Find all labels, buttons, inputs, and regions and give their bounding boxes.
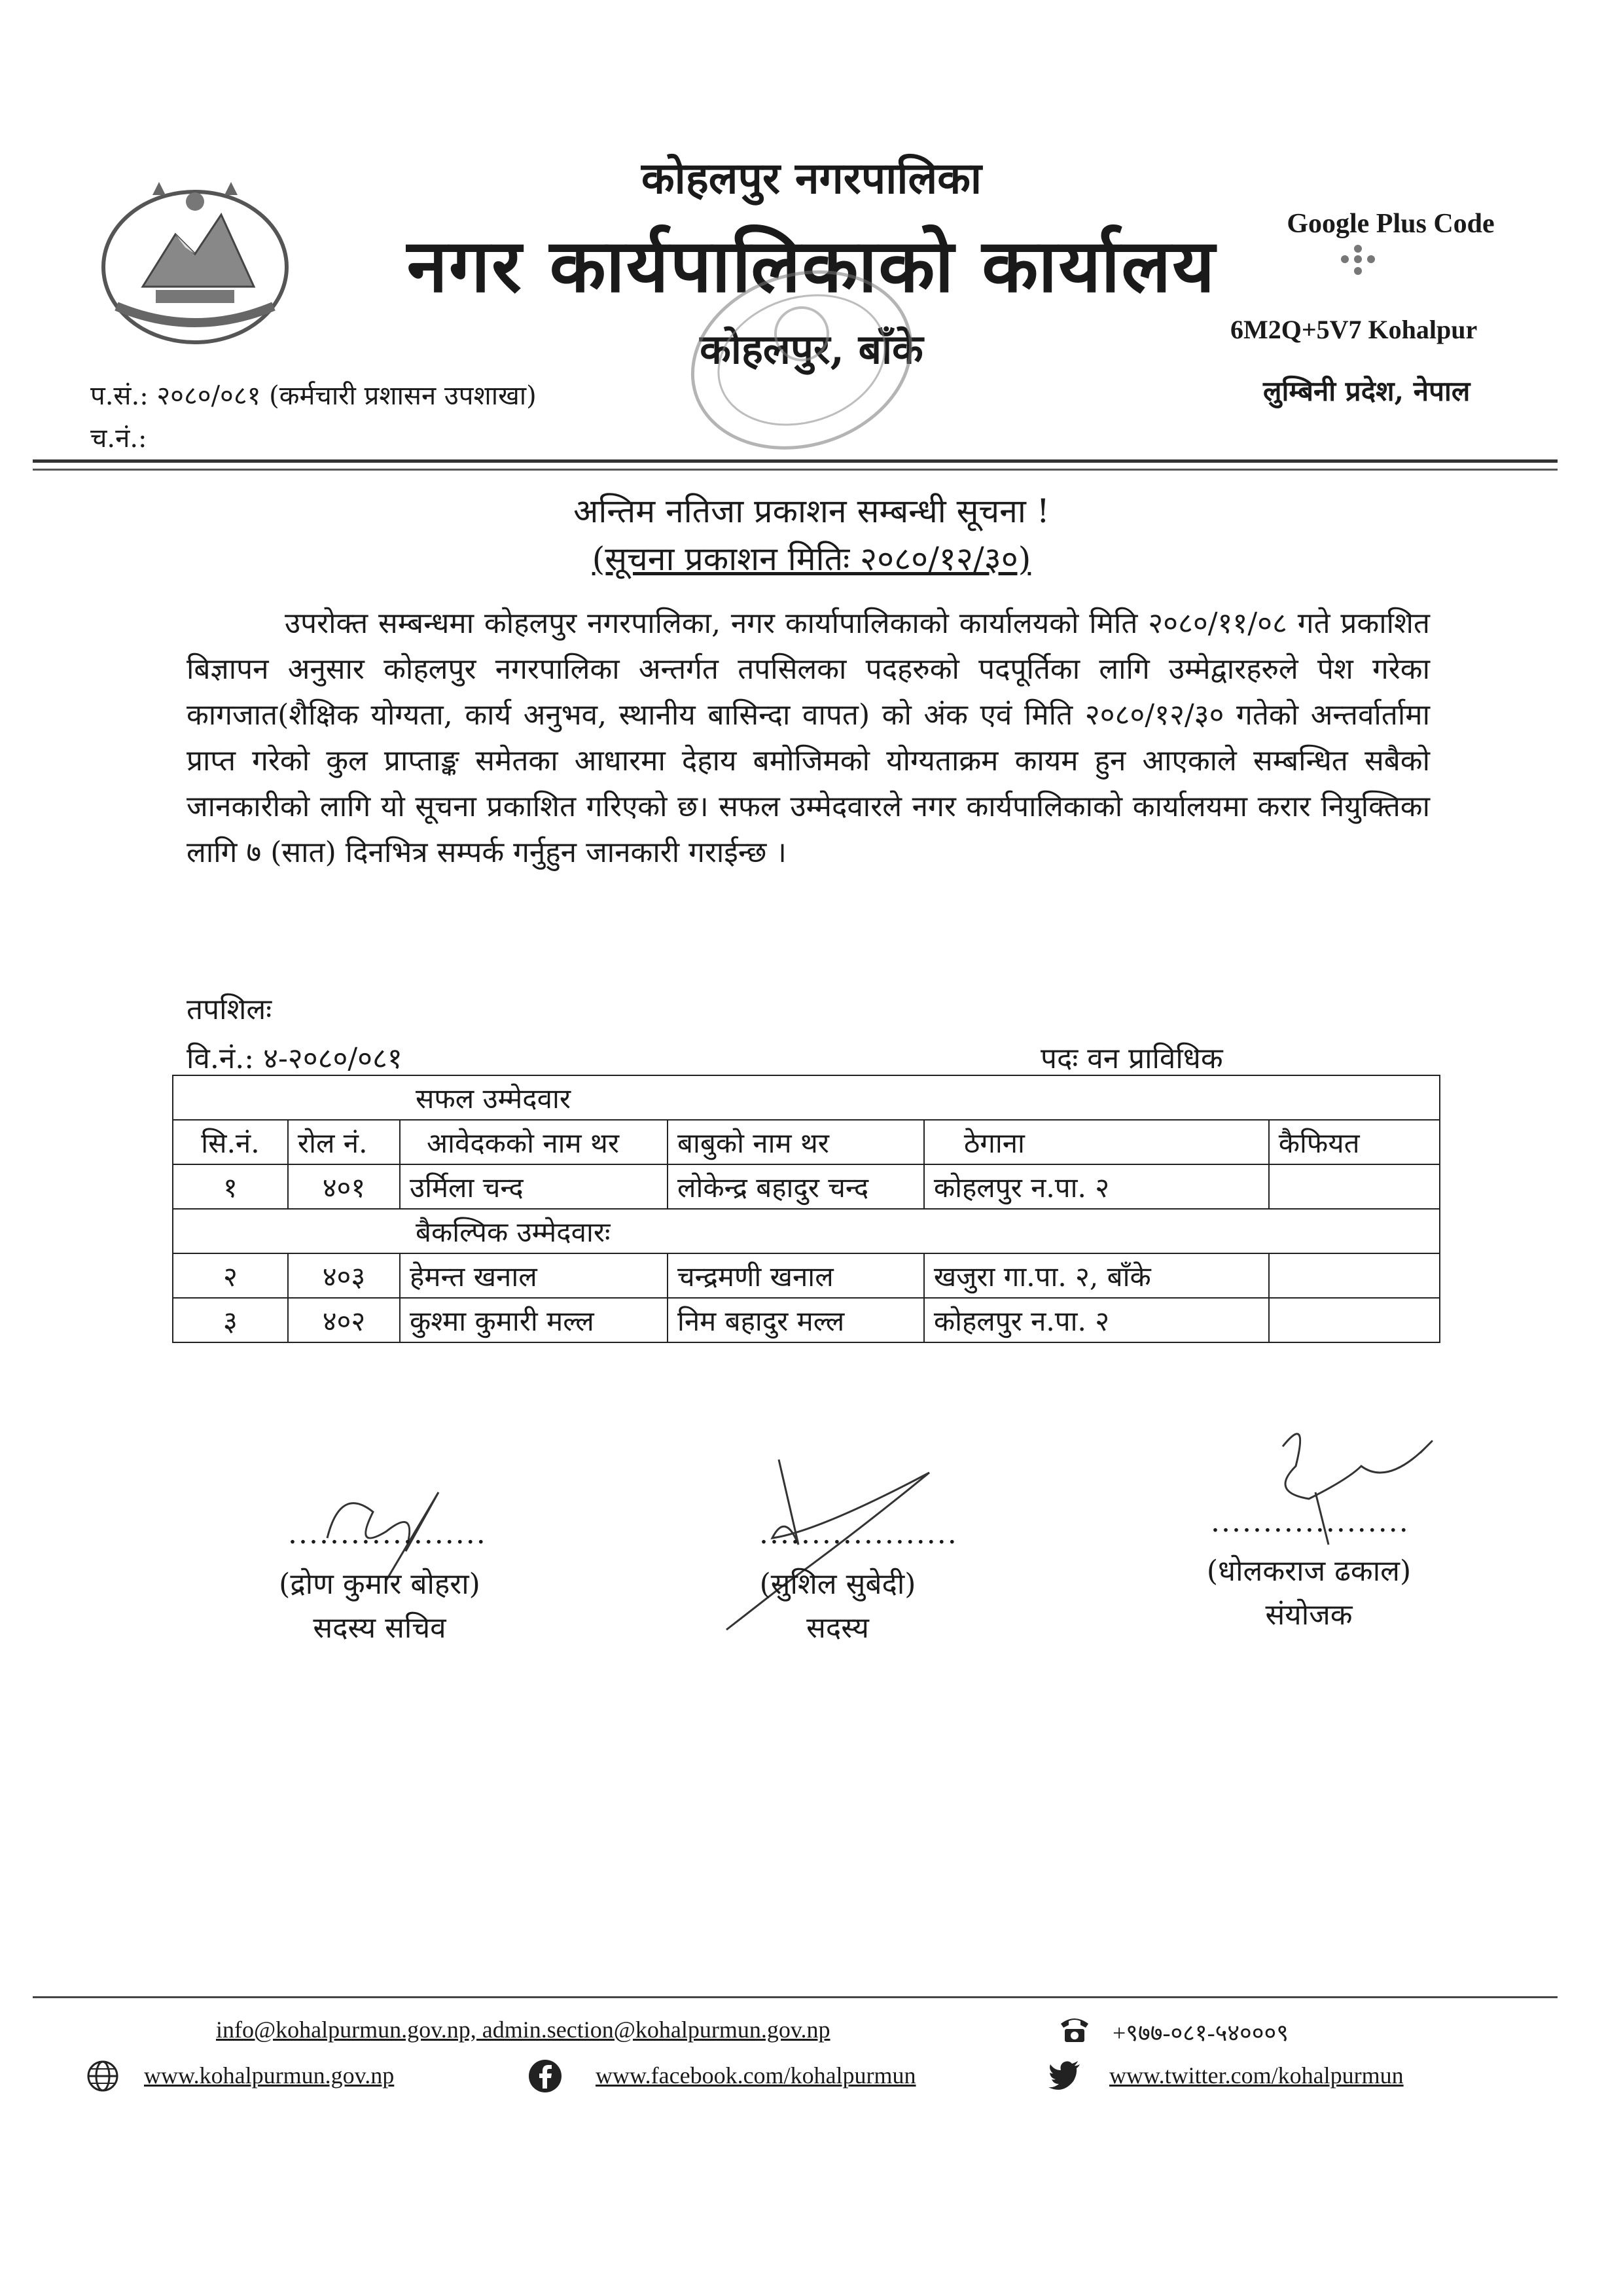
phone-icon xyxy=(1057,2011,1092,2046)
cell-remarks xyxy=(1269,1298,1440,1342)
notice-title: अन्तिम नतिजा प्रकाशन सम्बन्धी सूचना ! xyxy=(573,492,1050,530)
cell-remarks xyxy=(1269,1164,1440,1209)
signature-line: ................... xyxy=(759,1517,958,1551)
google-plus-code-label: Google Plus Code xyxy=(1287,209,1495,239)
cell-address: खजुरा गा.पा. २, बाँके xyxy=(924,1253,1269,1298)
cell-sn: १ xyxy=(173,1164,288,1209)
twitter-icon xyxy=(1047,2056,1082,2092)
signatory-title: सदस्य xyxy=(806,1611,869,1645)
globe-icon xyxy=(85,2058,120,2094)
cell-address: कोहलपुर न.पा. २ xyxy=(924,1164,1269,1209)
cell-remarks xyxy=(1269,1253,1440,1298)
cell-sn: ३ xyxy=(173,1298,288,1342)
signatory-name: (द्रोण कुमार बोहरा) xyxy=(279,1568,480,1601)
table-section-row xyxy=(173,1075,1440,1120)
cell-roll: ४०३ xyxy=(288,1253,400,1298)
post-name: पदः वन प्राविधिक xyxy=(1041,1042,1223,1075)
column-header: बाबुको नाम थर xyxy=(668,1120,924,1164)
table-row xyxy=(173,1164,1440,1209)
signatory-name: (सुशिल सुबेदी) xyxy=(759,1568,916,1601)
footer-facebook[interactable]: www.facebook.com/kohalpurmun xyxy=(596,2062,916,2089)
notice-body: उपरोक्त सम्बन्धमा कोहलपुर नगरपालिका, नगर कार्यापालिकाको कार्यालयको मिति २०८०/११/०८ गते प्रकाशित बिज्ञापन अनुसार कोहलपुर नगरपालिका अन्तर्गत तपसिलका पदहरुको पदपूर्तिका लागि उम्मेद्वारहरुले पेश गरेका कागजात(शैक्षिक योग्यता, कार्य अनुभव, स्थानीय बासिन्दा वापत) को अंक एवं मिति २०८०/१२/३० गतेको अन्तर्वार्तामा प्राप्त गरेको कुल प्राप्ताङ्क समेतका आधारमा देहाय बमोजिमको योग्यताक्रम कायम हुन आएकाले सम्बन्धित सबैको जानकारीको लागि यो सूचना प्रकाशित गरिएको छ। सफल उम्मेदवारले नगर कार्यपालिकाको कार्यालयमा करार नियुक्तिका लागि ७ (सात) दिनभित्र सम्पर्क गर्नुहुन जानकारी गराईन्छ । xyxy=(187,607,1430,869)
cell-address: कोहलपुर न.पा. २ xyxy=(924,1298,1269,1342)
cell-roll: ४०२ xyxy=(288,1298,400,1342)
column-header: ठेगाना xyxy=(924,1120,1269,1164)
province: लुम्बिनी प्रदेश, नेपाल xyxy=(1263,375,1471,407)
cell-name: उर्मिला चन्द xyxy=(400,1164,668,1209)
facebook-icon xyxy=(527,2058,563,2094)
column-header: कैफियत xyxy=(1269,1120,1440,1164)
cell-name: कुश्मा कुमारी मल्ल xyxy=(400,1298,668,1342)
signatory-title: सदस्य सचिव xyxy=(313,1611,446,1645)
office-stamp xyxy=(674,262,929,458)
alternate-heading: बैकल्पिक उम्मेदवारः xyxy=(173,1209,1440,1253)
results-table xyxy=(172,1075,1440,1343)
office-location: कोहलपुर, बाँके xyxy=(700,325,923,373)
footer-twitter[interactable]: www.twitter.com/kohalpurmun xyxy=(1109,2062,1404,2089)
reference-number: प.सं.: २०८०/०८१ (कर्मचारी प्रशासन उपशाखा) xyxy=(90,381,537,411)
cell-roll: ४०१ xyxy=(288,1164,400,1209)
cell-father: लोकेन्द्र बहादुर चन्द xyxy=(668,1164,924,1209)
signatory-title: संयोजक xyxy=(1265,1598,1353,1632)
footer-website[interactable]: www.kohalpurmun.gov.np xyxy=(144,2062,395,2089)
details-label: तपशिलः xyxy=(187,993,272,1026)
cell-sn: २ xyxy=(173,1253,288,1298)
column-header: रोल नं. xyxy=(288,1120,400,1164)
table-row xyxy=(173,1298,1440,1342)
advertisement-number: वि.नं.: ४-२०८०/०८१ xyxy=(187,1042,402,1075)
column-header: सि.नं. xyxy=(173,1120,288,1164)
table-row xyxy=(173,1253,1440,1298)
cell-father: चन्द्रमणी खनाल xyxy=(668,1253,924,1298)
office-title: नगर कार्यपालिकाको कार्यालय xyxy=(406,223,1217,309)
header-divider-thin xyxy=(33,469,1558,471)
google-plus-code: 6M2Q+5V7 Kohalpur xyxy=(1230,315,1478,344)
cell-name: हेमन्त खनाल xyxy=(400,1253,668,1298)
header-divider xyxy=(33,459,1558,463)
table-header-row xyxy=(173,1120,1440,1164)
footer-emails[interactable]: info@kohalpurmun.gov.np, admin.section@kohalpurmun.gov.np xyxy=(216,2017,830,2043)
successful-heading: सफल उम्मेदवार xyxy=(173,1075,1440,1120)
municipality-name: कोहलपुर नगरपालिका xyxy=(641,152,982,204)
footer-divider xyxy=(33,1996,1558,1998)
signature-line: ................... xyxy=(288,1517,487,1551)
plus-code-dots-icon xyxy=(1338,243,1378,283)
signatory-name: (धोलकराज ढकाल) xyxy=(1206,1554,1412,1588)
footer-phone: +९७७-०८१-५४०००९ xyxy=(1113,2020,1289,2046)
column-header: आवेदकको नाम थर xyxy=(400,1120,668,1164)
dispatch-number: च.नं.: xyxy=(90,423,147,454)
table-section-row xyxy=(173,1209,1440,1253)
signature-line: ................... xyxy=(1211,1505,1410,1539)
notice-publish-date: (सूचना प्रकाशन मितिः २०८०/१२/३०) xyxy=(592,540,1031,578)
cell-father: निम बहादुर मल्ल xyxy=(668,1298,924,1342)
